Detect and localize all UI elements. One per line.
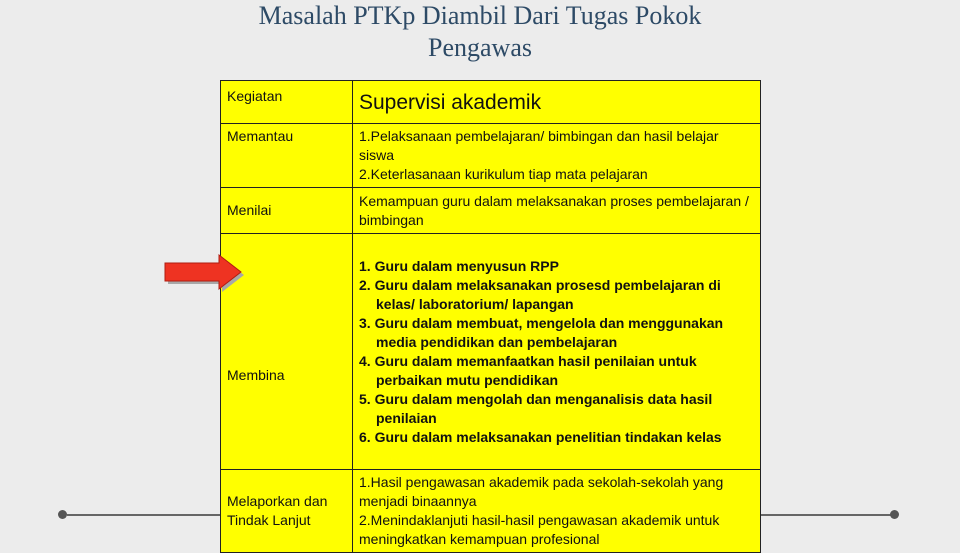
row-label-menilai: Menilai [221, 188, 353, 234]
list-item: 2.Keterlasanaan kurikulum tiap mata pelajaran [359, 166, 648, 182]
row-label-melaporkan: Melaporkan dan Tindak Lanjut [221, 470, 353, 553]
row-label-memantau: Memantau [221, 124, 353, 188]
left-decor-line [67, 514, 220, 516]
list-item: 4. Guru dalam memanfaatkan hasil penilaian untuk perbaikan mutu pendidikan [359, 352, 697, 388]
right-decor-dot [890, 510, 899, 519]
table-row [221, 124, 761, 188]
header-supervisi-akademik: Supervisi akademik [353, 81, 761, 124]
list-item: 5. Guru dalam mengolah dan menganalisis data hasil penilaian [359, 390, 713, 426]
list-item: 2.Menindaklanjuti hasil-hasil pengawasan akademik untuk meningkatkan kemampuan profesional [359, 512, 720, 547]
list-item: 1. Guru dalam menyusun RPP [359, 257, 559, 274]
memantau-list [359, 127, 754, 184]
membina-list [359, 257, 754, 447]
row-content-melaporkan [353, 470, 761, 553]
list-item: 3. Guru dalam membuat, mengelola dan menggunakan media pendidikan dan pembelajaran [359, 314, 724, 350]
slide-title-line-1: Masalah PTKp Diambil Dari Tugas Pokok [258, 1, 702, 30]
left-decor-dot [58, 510, 67, 519]
menilai-list [359, 192, 754, 230]
row-content-memantau [353, 124, 761, 188]
row-content-membina [353, 234, 761, 470]
table-header-row [221, 81, 761, 124]
right-arrow-icon [163, 253, 245, 293]
table-row [221, 470, 761, 553]
right-decor-line [761, 514, 892, 516]
header-kegiatan: Kegiatan [221, 81, 353, 124]
melaporkan-list [359, 473, 754, 549]
list-item: 1.Pelaksanaan pembelajaran/ bimbingan dan hasil belajar siswa [359, 128, 719, 163]
supervision-table [220, 80, 761, 553]
list-item: 1.Hasil pengawasan akademik pada sekolah-sekolah yang menjadi binaannya [359, 474, 724, 509]
slide-title [180, 0, 780, 64]
list-item: 2. Guru dalam melaksanakan prosesd pembelajaran di kelas/ laboratorium/ lapangan [359, 276, 721, 312]
table-row [221, 188, 761, 234]
row-label-membina: Membina [221, 234, 353, 470]
list-item: 6. Guru dalam melaksanakan penelitian tindakan kelas [359, 428, 722, 445]
row-content-menilai [353, 188, 761, 234]
list-item: Kemampuan guru dalam melaksanakan proses pembelajaran / bimbingan [359, 192, 749, 228]
slide-title-line-2: Pengawas [428, 33, 532, 62]
table-row [221, 234, 761, 470]
